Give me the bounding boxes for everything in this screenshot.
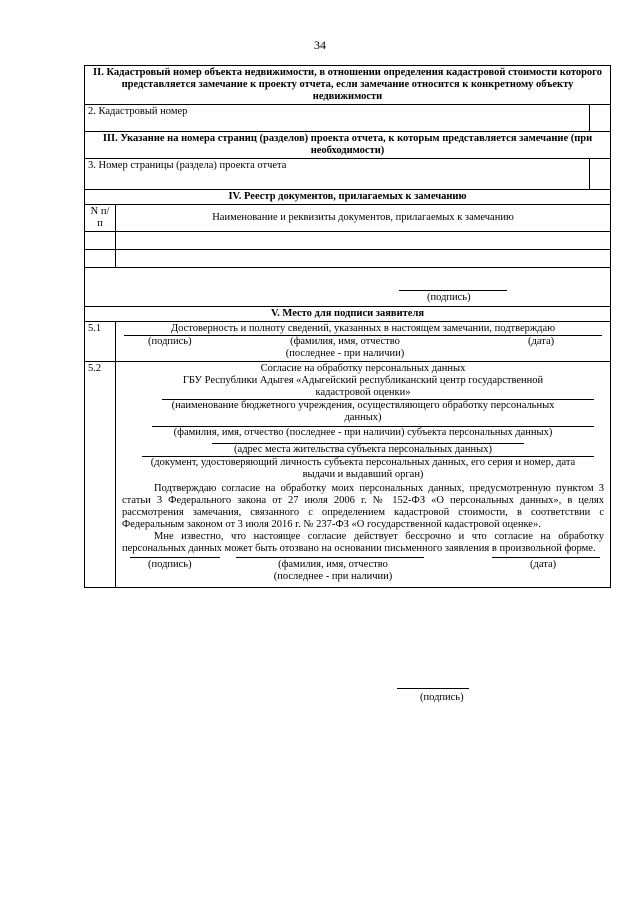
signature-caption: (подпись) <box>148 559 192 570</box>
date-caption: (дата) <box>528 336 555 347</box>
row-5-1 <box>85 322 611 362</box>
signature-line[interactable] <box>130 557 220 558</box>
cadastral-number-row <box>85 105 611 132</box>
cadastral-number-field[interactable] <box>589 105 610 132</box>
section-5-header-row <box>85 307 611 322</box>
section-2-header: II. Кадастровый номер объекта недвижимости, в отношении определения кадастровой стоимости которого представляется замечание к проекту отчета, если замечание относится к конкретному объекту недвижимости <box>85 66 611 105</box>
documents-header-row <box>85 205 611 232</box>
report-page-label: 3. Номер страницы (раздела) проекта отчета <box>85 159 590 190</box>
section-2-header-row <box>85 66 611 105</box>
date-caption: (дата) <box>530 559 557 570</box>
section-3-header: III. Указание на номера страниц (разделов) проекта отчета, к которым представляется замечание (при необходимости) <box>85 132 611 159</box>
confirmation-text: Достоверность и полноту сведений, указанных в настоящем замечании, подтверждаю <box>124 323 602 336</box>
consent-paragraph-2: Мне известно, что настоящее согласие действует бессрочно и что согласие на обработку персональных данных может быть отозвано на основании письменного заявления в произвольной форме. <box>122 531 604 554</box>
page-number: 34 <box>314 38 326 52</box>
signature-line[interactable] <box>399 290 507 291</box>
documents-signature-row <box>85 268 611 307</box>
address-caption: (адрес места жительства субъекта персональных данных) <box>234 444 492 455</box>
document-row <box>85 232 611 250</box>
full-name-line[interactable] <box>236 557 424 558</box>
date-line[interactable] <box>492 557 600 558</box>
full-name-caption-2: (последнее - при наличии) <box>273 571 393 582</box>
report-page-field[interactable] <box>589 159 610 190</box>
subject-name-caption: (фамилия, имя, отчество (последнее - при наличии) субъекта персональных данных) <box>173 427 553 438</box>
consent-paragraph-1: Подтверждаю согласие на обработку моих персональных данных, предусмотренную пунктом 3 статьи 3 Федерального закона от 27 июля 2006 г. № 152-ФЗ «О персональных данных», в целях рассмотрения замечания, связанного с определением кадастровой стоимости, в соответствии с Федеральным законом от 3 июля 2016 г. № 237-ФЗ «О государственной кадастровой оценке». <box>122 483 604 530</box>
row-5-2 <box>85 362 611 588</box>
column-document-header: Наименование и реквизиты документов, прилагаемых к замечанию <box>116 205 611 232</box>
section-4-header: IV. Реестр документов, прилагаемых к замечанию <box>85 190 611 205</box>
signature-caption: (подпись) <box>427 292 471 303</box>
full-name-caption: (фамилия, имя, отчество <box>290 336 400 347</box>
remark-form-table <box>84 65 611 588</box>
document-name-cell[interactable] <box>116 250 611 268</box>
cadastral-number-label: 2. Кадастровый номер <box>85 105 590 132</box>
document-number-cell[interactable] <box>85 232 116 250</box>
organization-name: ГБУ Республики Адыгея «Адыгейский республиканский центр государственной кадастровой оценки» <box>182 375 544 398</box>
final-signature-caption: (подпись) <box>420 692 464 703</box>
document-row <box>85 250 611 268</box>
organization-caption: (наименование бюджетного учреждения, осуществляющего обработку персональных данных) <box>171 400 555 423</box>
row-5-1-number: 5.1 <box>85 322 116 362</box>
section-5-header: V. Место для подписи заявителя <box>85 307 611 322</box>
column-number-header: N п/п <box>85 205 116 232</box>
signature-caption: (подпись) <box>148 336 192 347</box>
document-number-cell[interactable] <box>85 250 116 268</box>
final-signature-line[interactable] <box>397 688 469 689</box>
document-name-cell[interactable] <box>116 232 611 250</box>
section-3-header-row <box>85 132 611 159</box>
page-number-row <box>85 159 611 190</box>
identity-document-caption: (документ, удостоверяющий личность субъекта персональных данных, его серия и номер, дата выдачи и выдавший орган) <box>150 457 576 480</box>
consent-title: Согласие на обработку персональных данных <box>260 363 466 374</box>
full-name-caption: (фамилия, имя, отчество <box>278 559 388 570</box>
row-5-2-number: 5.2 <box>85 362 116 588</box>
full-name-caption-2: (последнее - при наличии) <box>285 348 405 359</box>
section-4-header-row <box>85 190 611 205</box>
